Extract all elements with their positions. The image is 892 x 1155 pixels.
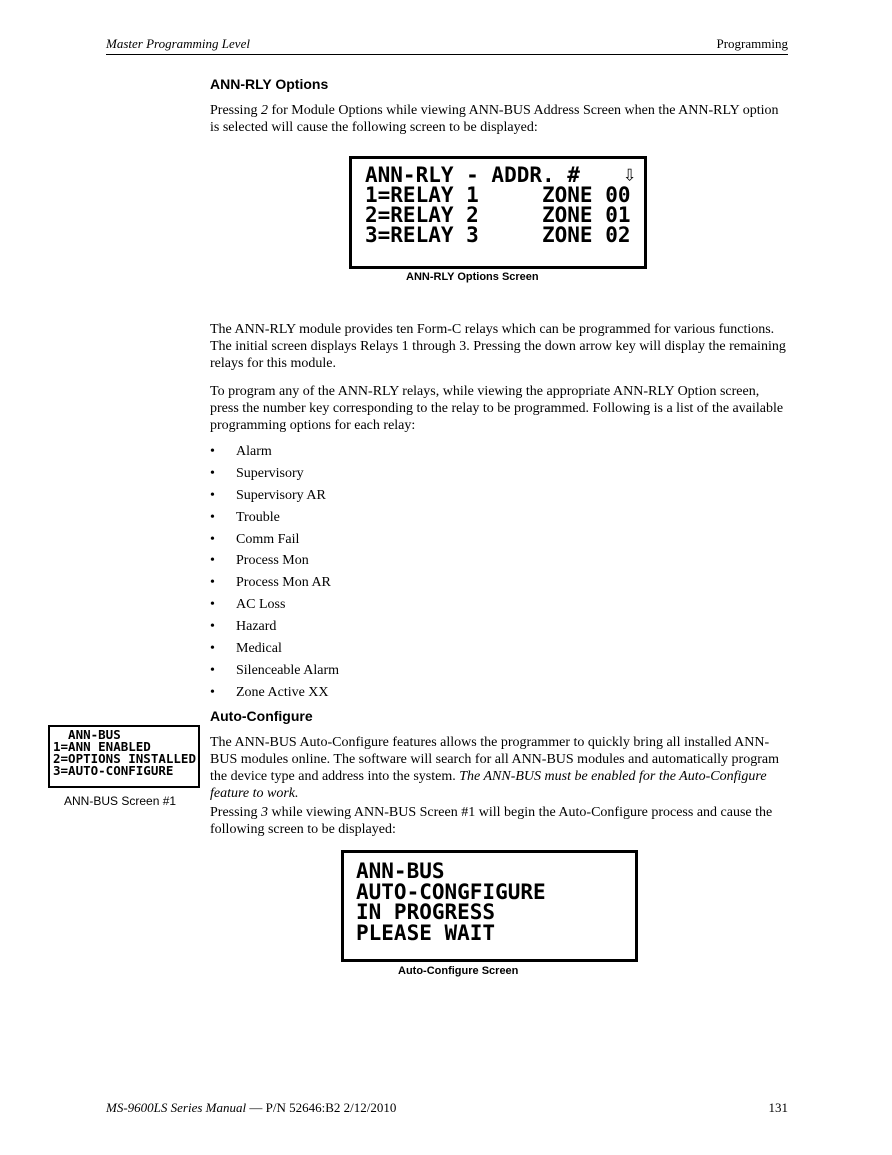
lcd-line-1-text: ANN-RLY - ADDR. #: [365, 163, 580, 187]
list-item: • Process Mon AR: [210, 574, 339, 596]
lcd-line-2: AUTO-CONGFIGURE: [356, 879, 546, 904]
list-item: • AC Loss: [210, 596, 339, 618]
list-item: • Process Mon: [210, 552, 339, 574]
side-lcd-line-3: 2=OPTIONS INSTALLED: [53, 751, 196, 766]
instructions-text-post: while viewing ANN-BUS Screen #1 will begin the Auto-Configure process and cause the following screen to be displayed:: [210, 805, 773, 837]
section-title-ann-rly-options: ANN-RLY Options: [210, 76, 329, 92]
auto-configure-note: The ANN-BUS must be enabled for the Auto-Configure feature to work.: [210, 769, 767, 801]
list-item: • Silenceable Alarm: [210, 662, 339, 684]
ann-rly-description: The ANN-RLY module provides ten Form-C relays which can be programmed for various functions. The initial screen displays Relays 1 through 3. Pressing the down arrow key will display the remaining relays for this module.: [210, 322, 786, 371]
side-lcd-line-2: 1=ANN ENABLED: [53, 739, 151, 754]
side-lcd-line-1: ANN-BUS: [53, 727, 121, 742]
list-item: • Medical: [210, 640, 339, 662]
auto-configure-lcd: [341, 850, 638, 962]
intro-paragraph: [210, 102, 790, 136]
auto-configure-instructions: [210, 804, 790, 838]
side-lcd-line-4: 3=AUTO-CONFIGURE: [53, 763, 174, 778]
ann-rly-options-caption: ANN-RLY Options Screen: [406, 271, 539, 283]
auto-configure-caption: Auto-Configure Screen: [398, 965, 519, 977]
ann-rly-programming-instructions: To program any of the ANN-RLY relays, while viewing the appropriate ANN-RLY Option screen, press the number key corresponding to the relay to be programmed. Following is a list of the available programming options for each relay:: [210, 384, 784, 433]
lcd-line-1: [365, 162, 644, 187]
section-title-auto-configure: Auto-Configure: [210, 708, 313, 724]
running-header-left: Master Programming Level: [106, 36, 250, 51]
manual-title: MS-9600LS Series Manual: [106, 1100, 247, 1115]
list-item: • Zone Active XX: [210, 684, 339, 706]
lcd-line-2: 1=RELAY 1 ZONE 00: [365, 183, 631, 207]
ann-rly-options-lcd: [349, 156, 647, 269]
list-item: • Supervisory: [210, 465, 339, 487]
down-arrow-icon: ⇩: [623, 162, 637, 187]
auto-configure-description: [210, 734, 790, 802]
list-item: • Alarm: [210, 443, 339, 465]
list-item: • Comm Fail: [210, 531, 339, 553]
manual-part-number: — P/N 52646:B2 2/12/2010: [246, 1100, 397, 1115]
lcd-line-3: 2=RELAY 2 ZONE 01: [365, 203, 631, 227]
auto-configure-text: The ANN-BUS Auto-Configure features allows the programmer to quickly bring all installed ANN-BUS modules online. The software will search for all ANN-BUS modules and automatically program the device type and address into the system.: [210, 735, 779, 784]
running-header-right: Programming: [716, 36, 788, 51]
lcd-line-1: ANN-BUS: [356, 859, 445, 883]
intro-text-pre: Pressing: [210, 103, 261, 118]
ann-bus-screen-1-caption: ANN-BUS Screen #1: [64, 794, 177, 808]
running-footer-left: [106, 1100, 396, 1116]
relay-options-list: [210, 443, 339, 706]
list-item: • Trouble: [210, 509, 339, 531]
list-item: • Supervisory AR: [210, 487, 339, 509]
list-item: • Hazard: [210, 618, 339, 640]
intro-key: 2: [260, 103, 268, 118]
lcd-line-4: 3=RELAY 3 ZONE 02: [365, 223, 631, 247]
instructions-text-pre: Pressing: [210, 805, 261, 820]
lcd-line-4: PLEASE WAIT: [356, 920, 496, 945]
ann-bus-screen-1-lcd: [48, 725, 200, 788]
header-rule: [106, 54, 788, 55]
intro-text-post: for Module Options while viewing ANN-BUS Address Screen when the ANN-RLY option is selected will cause the following screen to be displayed:: [210, 103, 779, 135]
page-number: 131: [768, 1100, 788, 1115]
instructions-key: 3: [260, 805, 268, 820]
lcd-line-3: IN PROGRESS: [356, 900, 496, 924]
